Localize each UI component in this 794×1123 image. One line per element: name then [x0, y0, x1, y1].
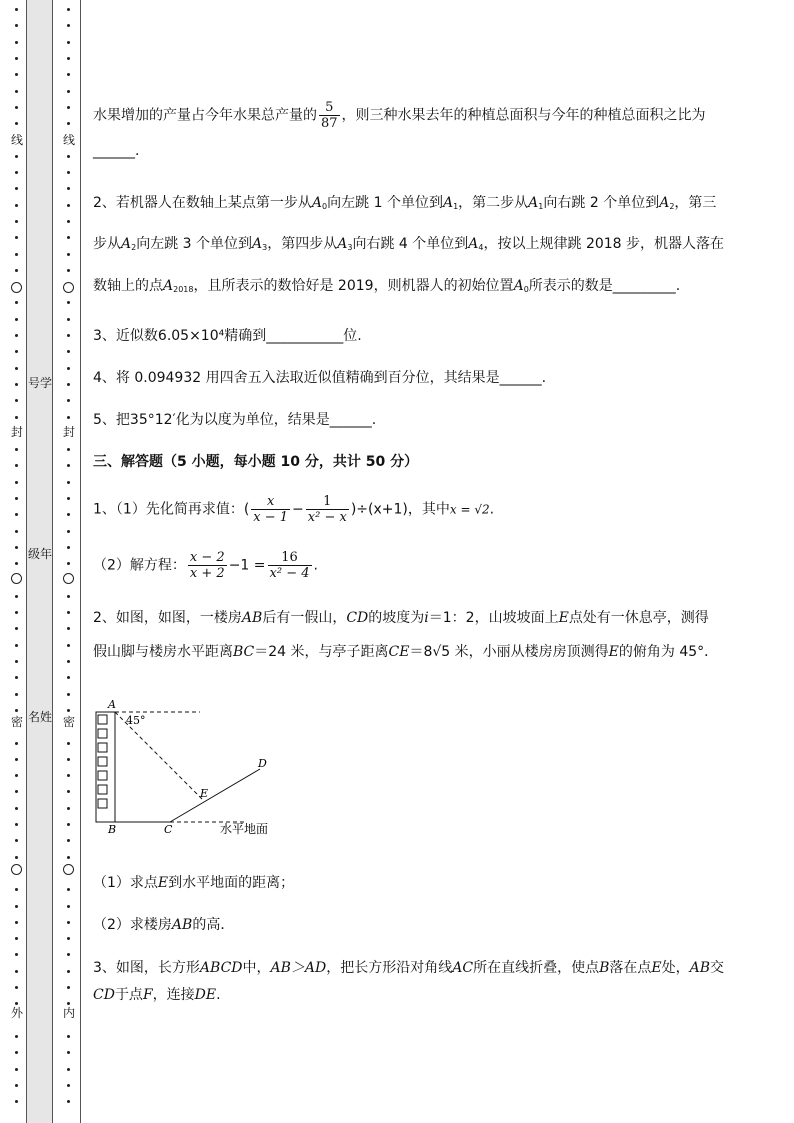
binding-dot: [15, 660, 18, 663]
binding-dot: [67, 204, 70, 207]
name-label: 名姓: [27, 710, 52, 724]
binding-dot: [67, 41, 70, 44]
binding-dot: [15, 823, 18, 826]
p2-line1: 2、如图，如图，一楼房AB后有一假山，CD的坡度为i＝1：2，山坡坡面上E点处有一休息亭，测得: [93, 610, 709, 626]
binding-dot: [15, 513, 18, 516]
binding-mark: 密: [10, 715, 23, 729]
binding-dot: [15, 334, 18, 337]
binding-dot: [67, 856, 70, 859]
binding-dot: [15, 562, 18, 565]
p1-part1: 1、（1）先化简再求值：( $\frac{x}{x - 1}$ − $\frac{1}{\text{x² − x}}$ )÷(x+1)，其中x = √2.: [93, 494, 495, 525]
binding-dot: [15, 986, 18, 989]
binding-dot: [15, 416, 18, 419]
q3: 3、近似数6.05×10⁴精确到___________位.: [93, 328, 362, 344]
binding-dot: [15, 448, 18, 451]
q4: 4、将 0.094932 用四舍五入法取近似值精确到百分位，其结果是______.: [93, 370, 547, 386]
binding-dot: [67, 90, 70, 93]
p2-q1: （1）求点E到水平地面的距离；: [93, 875, 295, 891]
binding-mark: 线: [10, 133, 23, 147]
binding-dot: [67, 693, 70, 696]
label-A: A: [108, 698, 116, 711]
label-C: C: [164, 823, 173, 836]
binding-dot: [15, 807, 18, 810]
binding-dot: [15, 937, 18, 940]
binding-dot: [67, 1084, 70, 1087]
binding-dot: [67, 464, 70, 467]
binding-mark: 封: [62, 425, 75, 439]
binding-dot: [67, 839, 70, 842]
binding-dot: [67, 790, 70, 793]
binding-dot: [67, 122, 70, 125]
p1-part2: （2）解方程： $\frac{x - 2}{x + 2}$ −1 = $\frac{16}{\text{x² − 4}}$ .: [93, 550, 318, 581]
binding-dot: [15, 953, 18, 956]
binding-dot: [67, 383, 70, 386]
binding-dot: [15, 90, 18, 93]
binding-dot: [15, 155, 18, 158]
label-ground: 水平地面: [220, 822, 269, 836]
binding-dot: [15, 1035, 18, 1038]
p3-line2: CD于点F，连接DE.: [93, 987, 221, 1003]
binding-dot: [67, 986, 70, 989]
binding-dot: [67, 8, 70, 11]
binding-dot: [67, 253, 70, 256]
binding-dot: [67, 1002, 70, 1005]
binding-dot: [15, 481, 18, 484]
binding-dot: [67, 970, 70, 973]
binding-dot: [67, 742, 70, 745]
binding-dot: [67, 1035, 70, 1038]
binding-hole-icon: [63, 573, 74, 584]
binding-dot: [15, 546, 18, 549]
binding-dot: [15, 367, 18, 370]
p2-q2: （2）求楼房AB的高．: [93, 917, 235, 933]
binding-dot: [15, 790, 18, 793]
q1-continuation: 水果增加的产量占今年水果总产量的 $\frac{5}{87}$ ，则三种水果去年的种植总面积与今年的种植总面积之比为: [93, 100, 706, 131]
binding-hole-icon: [63, 282, 74, 293]
binding-mark: 封: [10, 425, 23, 439]
label-angle: 45°: [126, 714, 146, 727]
binding-dot: [15, 921, 18, 924]
binding-dot: [67, 171, 70, 174]
binding-dot: [67, 888, 70, 891]
binding-dot: [15, 383, 18, 386]
binding-dot: [67, 350, 70, 353]
binding-dot: [67, 24, 70, 27]
binding-dot: [67, 301, 70, 304]
binding-dot: [15, 8, 18, 11]
binding-dot: [15, 41, 18, 44]
label-D: D: [258, 757, 267, 770]
binding-dot: [67, 823, 70, 826]
binding-dot: [15, 627, 18, 630]
binding-dot: [15, 611, 18, 614]
grade-label: 级年: [27, 547, 52, 561]
binding-dot: [67, 905, 70, 908]
binding-dot: [67, 334, 70, 337]
binding-dot: [67, 611, 70, 614]
slope-line: [170, 769, 260, 822]
binding-dot: [15, 399, 18, 402]
binding-dot: [15, 106, 18, 109]
binding-dot: [15, 73, 18, 76]
binding-dot: [15, 1084, 18, 1087]
q1-blank: ______.: [93, 143, 140, 159]
binding-dot: [67, 155, 70, 158]
binding-hole-icon: [11, 573, 22, 584]
binding-hole-icon: [11, 864, 22, 875]
binding-dot: [15, 464, 18, 467]
binding-dot: [15, 644, 18, 647]
binding-dot: [67, 774, 70, 777]
binding-dot: [67, 513, 70, 516]
q5: 5、把35°12′化为以度为单位，结果是______.: [93, 412, 377, 428]
binding-dot: [15, 888, 18, 891]
binding-hole-icon: [63, 864, 74, 875]
binding-dot: [67, 367, 70, 370]
binding-dot: [67, 953, 70, 956]
binding-dot: [67, 318, 70, 321]
binding-dot: [67, 1100, 70, 1103]
binding-dot: [67, 399, 70, 402]
binding-dot: [67, 530, 70, 533]
binding-mark: 线: [62, 133, 75, 147]
binding-dot: [15, 318, 18, 321]
binding-dot: [15, 204, 18, 207]
binding-dot: [15, 220, 18, 223]
binding-dot: [15, 253, 18, 256]
binding-dot: [15, 709, 18, 712]
binding-dot: [15, 856, 18, 859]
binding-hole-icon: [11, 282, 22, 293]
binding-dot: [15, 774, 18, 777]
building-hill-figure: [90, 695, 310, 845]
p3-line1: 3、如图，长方形ABCD中，AB＞AD，把长方形沿对角线AC所在直线折叠，使点B落在点E处，AB交: [93, 960, 725, 976]
q2-line3: 数轴上的点$A_{2018}$，且所表示的数恰好是 2019，则机器人的初始位置$A_0$所表示的数是_________.: [93, 278, 681, 294]
binding-dot: [67, 644, 70, 647]
binding-dot: [67, 807, 70, 810]
binding-dot: [15, 742, 18, 745]
binding-dot: [15, 839, 18, 842]
section-3-heading: 三、解答题（5 小题，每小题 10 分，共计 50 分）: [93, 454, 419, 470]
binding-dot: [15, 530, 18, 533]
binding-dot: [15, 1051, 18, 1054]
binding-dot: [15, 57, 18, 60]
binding-dot: [67, 1051, 70, 1054]
binding-dot: [67, 758, 70, 761]
binding-dot: [15, 758, 18, 761]
binding-dot: [67, 937, 70, 940]
fraction-5-87: $\frac{5}{87}$: [321, 100, 338, 131]
binding-dot: [67, 562, 70, 565]
binding-dot: [15, 693, 18, 696]
student-info-strip: [26, 0, 53, 1123]
binding-mark: 密: [62, 715, 75, 729]
binding-dot: [67, 709, 70, 712]
inner-dot-column: [62, 0, 76, 1123]
label-B: B: [108, 823, 117, 836]
binding-dot: [67, 676, 70, 679]
outer-dot-column: [10, 0, 24, 1123]
binding-dot: [67, 73, 70, 76]
student-number-label: 号学: [27, 376, 52, 390]
binding-dot: [67, 269, 70, 272]
binding-dot: [67, 57, 70, 60]
binding-dot: [67, 627, 70, 630]
binding-dot: [15, 970, 18, 973]
p2-line2: 假山脚与楼房水平距离BC＝24 米，与亭子距离CE＝8√5 米，小丽从楼房房顶测得E的俯角为 45°．: [93, 644, 719, 660]
binding-dot: [15, 269, 18, 272]
building-windows: [98, 715, 107, 808]
binding-dot: [67, 660, 70, 663]
binding-dot: [67, 497, 70, 500]
binding-dot: [15, 676, 18, 679]
label-E: E: [200, 787, 209, 800]
binding-dot: [15, 497, 18, 500]
binding-dot: [15, 171, 18, 174]
binding-dot: [15, 122, 18, 125]
binding-dot: [15, 187, 18, 190]
binding-dot: [15, 301, 18, 304]
binding-dot: [15, 1002, 18, 1005]
binding-dot: [15, 350, 18, 353]
binding-dot: [67, 1068, 70, 1071]
binding-dot: [67, 220, 70, 223]
binding-dot: [67, 416, 70, 419]
binding-dot: [15, 24, 18, 27]
binding-dot: [67, 106, 70, 109]
binding-dot: [67, 595, 70, 598]
binding-dot: [15, 1068, 18, 1071]
binding-dot: [15, 595, 18, 598]
binding-mark: 内: [62, 1006, 75, 1020]
binding-dot: [67, 236, 70, 239]
binding-dot: [15, 236, 18, 239]
binding-dot: [15, 1100, 18, 1103]
q2-line1: 2、若机器人在数轴上某点第一步从$A_0$向左跳 1 个单位到$A_1$，第二步从$A_1$向右跳 2 个单位到$A_2$，第三: [93, 195, 717, 211]
binding-dot: [15, 905, 18, 908]
binding-dot: [67, 921, 70, 924]
binding-dot: [67, 546, 70, 549]
binding-dot: [67, 187, 70, 190]
binding-mark: 外: [10, 1006, 23, 1020]
binding-dot: [67, 448, 70, 451]
q2-line2: 步从$A_2$向左跳 3 个单位到$A_3$，第四步从$A_3$向右跳 4 个单位到$A_4$，按以上规律跳 2018 步，机器人落在: [93, 236, 725, 252]
binding-dot: [67, 481, 70, 484]
